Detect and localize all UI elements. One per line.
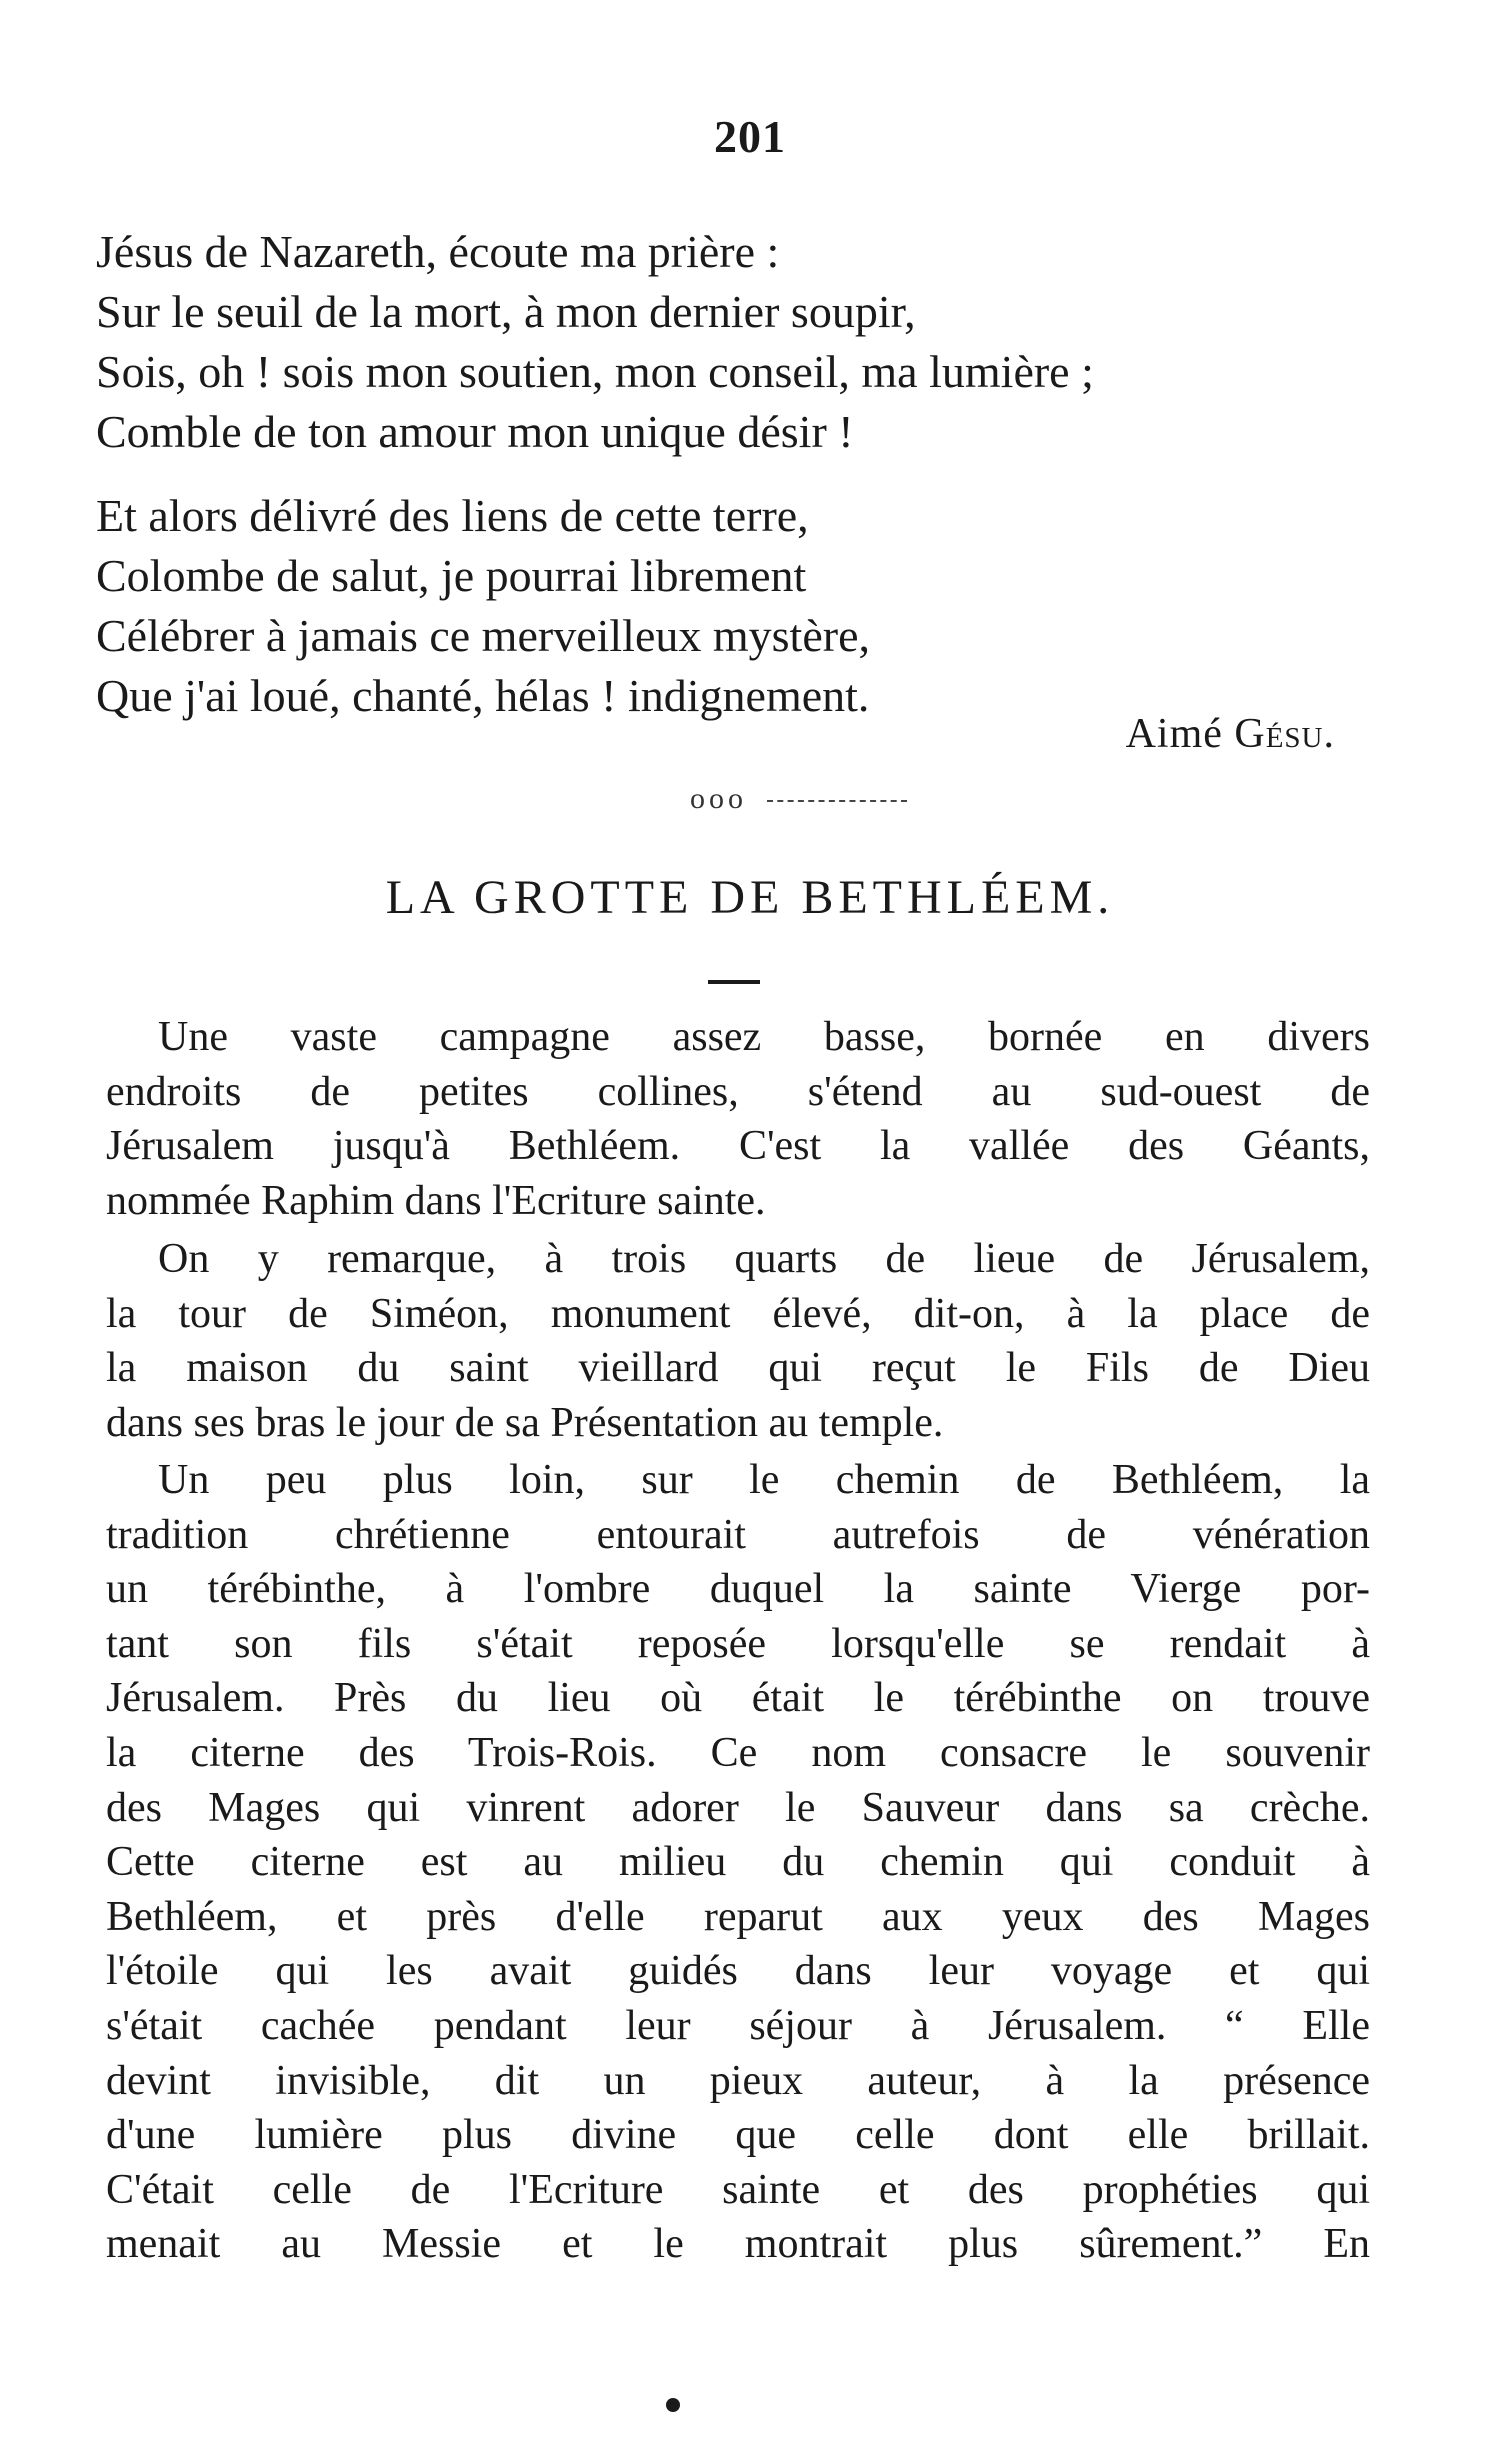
text-line: tant son fils s'était reposée lorsqu'elle se rendait à — [106, 1620, 1370, 1667]
text-line: s'était cachée pendant leur séjour à Jérusalem. “ Elle — [106, 2002, 1370, 2049]
text-line: Bethléem, et près d'elle reparut aux yeux des Mages — [106, 1893, 1370, 1940]
ornament-dash — [767, 800, 907, 802]
poem-line: Jésus de Nazareth, écoute ma prière : — [96, 226, 780, 277]
poem-line: Sur le seuil de la mort, à mon dernier soupir, — [96, 286, 916, 337]
text-line: l'étoile qui les avait guidés dans leur voyage et qui — [106, 1948, 1370, 1995]
text-line: la citerne des Trois-Rois. Ce nom consacre le souvenir — [106, 1729, 1370, 1776]
text-line: Jérusalem jusqu'à Bethléem. C'est la vallée des Géants, — [106, 1123, 1370, 1170]
text-line: endroits de petites collines, s'étend au sud-ouest de — [106, 1068, 1370, 1115]
poem-stanza-1 — [96, 222, 1396, 462]
poem-line: Comble de ton amour mon unique désir ! — [96, 406, 854, 457]
ornament-glyph: ooo — [690, 782, 747, 815]
text-line: Un peu plus loin, sur le chemin de Bethléem, la — [158, 1457, 1370, 1503]
paragraph-2 — [106, 1232, 1370, 1450]
text-line: menait au Messie et le montrait plus sûrement.” En — [106, 2221, 1370, 2268]
poem-line: Et alors délivré des liens de cette terre, — [96, 490, 809, 541]
title-rule — [708, 980, 760, 984]
signature-last-name: Gésu. — [1234, 711, 1335, 757]
text-line: des Mages qui vinrent adorer le Sauveur dans sa crèche. — [106, 1784, 1370, 1831]
poem-line: Célébrer à jamais ce merveilleux mystère, — [96, 610, 870, 661]
page-number: 201 — [714, 111, 786, 162]
text-line: C'était celle de l'Ecriture sainte et des prophéties qui — [106, 2166, 1370, 2213]
text-line: la maison du saint vieillard qui reçut le Fils de Dieu — [106, 1345, 1370, 1392]
text-line: On y remarque, à trois quarts de lieue de Jérusalem, — [158, 1236, 1370, 1282]
poem-line: Que j'ai loué, chanté, hélas ! indignement. — [96, 670, 870, 721]
paragraph-3 — [106, 1453, 1370, 2272]
text-line: la tour de Siméon, monument élevé, dit-on, à la place de — [106, 1290, 1370, 1337]
text-line: Une vaste campagne assez basse, bornée en divers — [158, 1014, 1370, 1060]
poem-stanza-2 — [96, 486, 1396, 726]
text-line: Cette citerne est au milieu du chemin qui conduit à — [106, 1839, 1370, 1886]
text-line: devint invisible, dit un pieux auteur, à la présence — [106, 2057, 1370, 2104]
section-ornament — [690, 782, 907, 816]
text-line: Jérusalem. Près du lieu où était le térébinthe on trouve — [106, 1675, 1370, 1722]
text-line: nommée Raphim dans l'Ecriture sainte. — [106, 1177, 766, 1224]
poem-signature — [1126, 710, 1335, 758]
text-line: tradition chrétienne entourait autrefois de vénération — [106, 1511, 1370, 1558]
signature-first-name: Aimé — [1125, 711, 1223, 757]
text-line: d'une lumière plus divine que celle dont elle brillait. — [106, 2112, 1370, 2159]
text-line: dans ses bras le jour de sa Présentation au temple. — [106, 1399, 944, 1446]
poem-line: Sois, oh ! sois mon soutien, mon conseil, ma lumière ; — [96, 346, 1094, 397]
poem-line: Colombe de salut, je pourrai librement — [96, 550, 807, 601]
bottom-dot — [666, 2398, 680, 2412]
section-title: LA GROTTE DE BETHLÉEM. — [385, 871, 1115, 924]
text-line: un térébinthe, à l'ombre duquel la sainte Vierge por- — [106, 1566, 1370, 1613]
paragraph-1 — [106, 1010, 1370, 1228]
